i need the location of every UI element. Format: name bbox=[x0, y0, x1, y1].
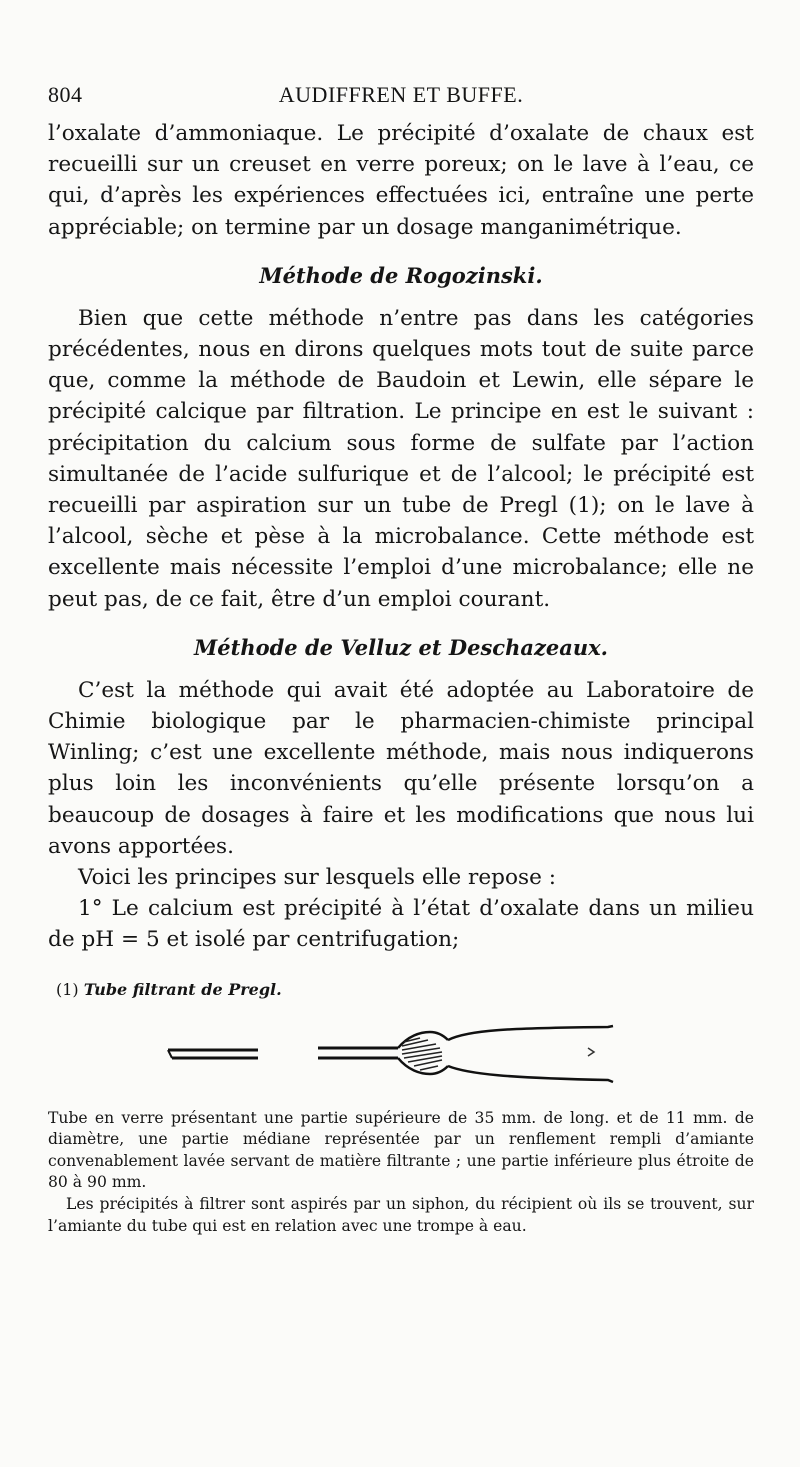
section-heading-velluz: Méthode de Velluz et Deschazeaux. bbox=[194, 634, 608, 660]
main-text bbox=[48, 118, 754, 956]
page-header bbox=[48, 82, 754, 118]
document-page bbox=[48, 82, 754, 1237]
footnote-marker: (1) bbox=[56, 979, 79, 999]
footnote-label bbox=[56, 978, 754, 1002]
section-heading-rogozinski: Méthode de Rogozinski. bbox=[259, 262, 543, 288]
paragraph-oxalate: l’oxalate d’ammoniaque. Le précipité d’oxalate de chaux est recueilli sur un creuset en verre poreux; on le lave à l’eau, ce qui, d’après les expériences effectuées ici, entraîne une perte appréciable; on termine par un dosage manganimétrique. bbox=[48, 121, 754, 240]
footnote-text-precipites: Les précipités à filtrer sont aspirés par un siphon, du récipient où ils se trouvent, sur l’amiante du tube qui est en relation avec une trompe à eau. bbox=[48, 1195, 754, 1235]
paragraph-velluz: C’est la méthode qui avait été adoptée au Laboratoire de Chimie biologique par le pharmacien-chimiste principal Winling; c’est une excellente méthode, mais nous indiquerons plus loin les inconvénients qu’elle présente lorsqu’on a beaucoup de dosages à faire et les modifications que nous lui avons apportées. bbox=[48, 677, 754, 859]
running-title: AUDIFFREN ET BUFFE. bbox=[278, 82, 524, 107]
paragraph-rogozinski: Bien que cette méthode n’entre pas dans les catégories précédentes, nous en dirons quelques mots tout de suite parce que, comme la méthode de Baudoin et Lewin, elle sépare le précipité calcique par filtration. Le principe en est le suivant : précipitation du calcium sous forme de sulfate par l’action simultanée de l’acide sulfurique et de l’alcool; le précipité est recueilli par aspiration sur un tube de Pregl (1); on le lave à l’alcool, sèche et pèse à la microbalance. Cette méthode est excellente mais nécessite l’emploi d’une microbalance; elle ne peut pas, de ce fait, être d’un emploi courant. bbox=[48, 305, 754, 612]
page-number: 804 bbox=[48, 82, 83, 107]
footnote-title: Tube filtrant de Pregl. bbox=[83, 979, 282, 999]
footnote-text-description: Tube en verre présentant une partie supérieure de 35 mm. de long. et de 11 mm. de diamètre, une partie médiane représentée par un renflement rempli d’amiante convenablement lavée servant de matière filtrante ; une partie inférieure plus étroite de 80 à 90 mm. bbox=[48, 1108, 754, 1192]
paragraph-principes: Voici les principes sur lesquels elle repose : bbox=[78, 865, 556, 891]
pregl-tube-drawing bbox=[48, 1008, 754, 1108]
pregl-tube-figure bbox=[48, 1008, 754, 1108]
paragraph-step-1: 1° Le calcium est précipité à l’état d’oxalate dans un milieu de pH = 5 et isolé par centrifugation; bbox=[48, 896, 754, 953]
